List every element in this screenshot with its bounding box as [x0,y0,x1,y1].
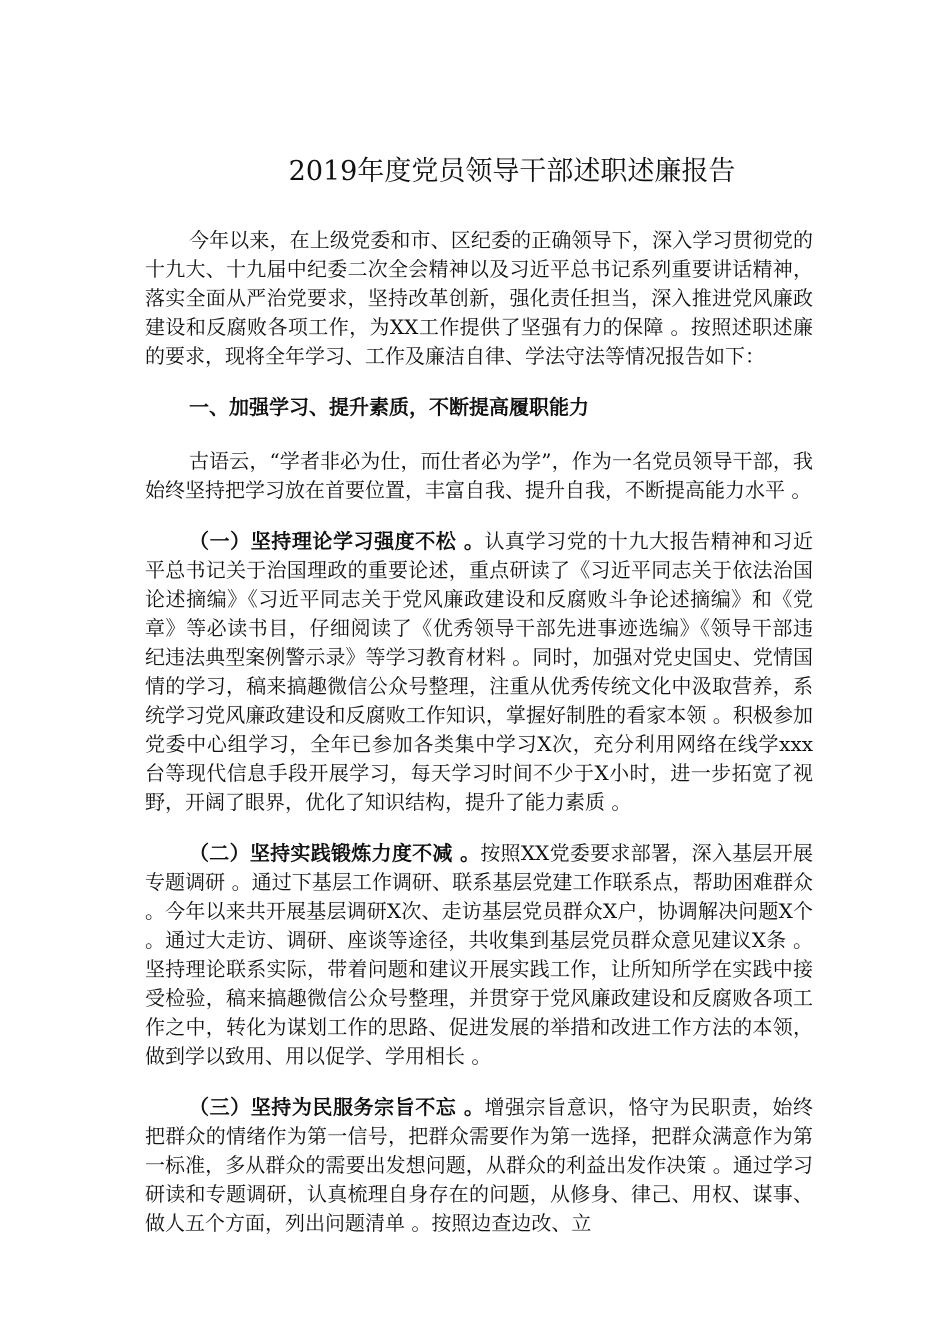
item3-body: 增强宗旨意识，恪守为民职责，始终把群众的情绪作为第一信号，把群众需要作为第一选择，把群众满意作为第一标准，多从群众的需要出发想问题，从群众的利益出发作决策 。通过学习研读和专题调研，认真梳理自身存在的问题，从修身、律己、用权、谋事、做人五个方面，列出问题清单 。按照边查边改、立 [145,1095,813,1235]
item3-lead: （三）坚持为民服务宗旨不忘 。 [189,1095,485,1119]
item1-paragraph [145,527,813,817]
item2-paragraph [145,839,813,1071]
intro-paragraph: 今年以来，在上级党委和市、区纪委的正确领导下，深入学习贯彻党的十九大、十九届中纪委二次全会精神以及习近平总书记系列重要讲话精神，落实全面从严治党要求，坚持改革创新，强化责任担当，深入推进党风廉政建设和反腐败各项工作，为XX工作提供了坚强有力的保障 。按照述职述廉的要求，现将全年学习、工作及廉洁自律、学法守法等情况报告如下： [145,228,813,368]
item3-paragraph [145,1093,813,1238]
section-heading-1: 一、加强学习、提升素质，不断提高履职能力 [189,395,589,419]
document-page [145,150,813,1238]
section1-intro-paragraph: 古语云，“学者非必为仕，而仕者必为学”，作为一名党员领导干部，我始终坚持把学习放在首要位置，丰富自我、提升自我，不断提高能力水平 。 [145,449,813,502]
item1-lead: （一）坚持理论学习强度不松 。 [189,529,485,553]
item2-lead: （二）坚持实践锻炼力度不减 。 [189,841,481,865]
item2-body: 按照XX党委要求部署，深入基层开展专题调研 。通过下基层工作调研、联系基层党建工作联系点，帮助困难群众 。今年以来共开展基层调研X次、走访基层党员群众X户，协调解决问题X个 。通过大走访、调研、座谈等途径，共收集到基层党员群众意见建议X条 。坚持理论联系实际，带着问题和建议开展实践工作，让所知所学在实践中接受检验，稿来搞趣微信公众号整理，并贯穿于党风廉政建设和反腐败各项工作之中，转化为谋划工作的思路、促进发展的举措和改进工作方法的本领，做到学以致用、用以促学、学用相长 。 [145,841,813,1068]
item1-body: 认真学习党的十九大报告精神和习近平总书记关于治国理政的重要论述，重点研读了《习近平同志关于依法治国论述摘编》《习近平同志关于党风廉政建设和反腐败斗争论述摘编》和《党章》等必读书目，仔细阅读了《优秀领导干部先进事迹选编》《领导干部违纪违法典型案例警示录》等学习教育材料 。同时，加强对党史国史、党情国情的学习，稿来搞趣微信公众号整理，注重从优秀传统文化中汲取营养，系统学习党风廉政建设和反腐败工作知识，掌握好制胜的看家本领 。积极参加党委中心组学习，全年已参加各类集中学习X次，充分利用网络在线学xxx台等现代信息手段开展学习，每天学习时间不少于X小时，进一步拓宽了视野，开阔了眼界，优化了知识结构，提升了能力素质 。 [145,529,813,814]
document-title: 2019年度党员领导干部述职述廉报告 [288,156,736,187]
